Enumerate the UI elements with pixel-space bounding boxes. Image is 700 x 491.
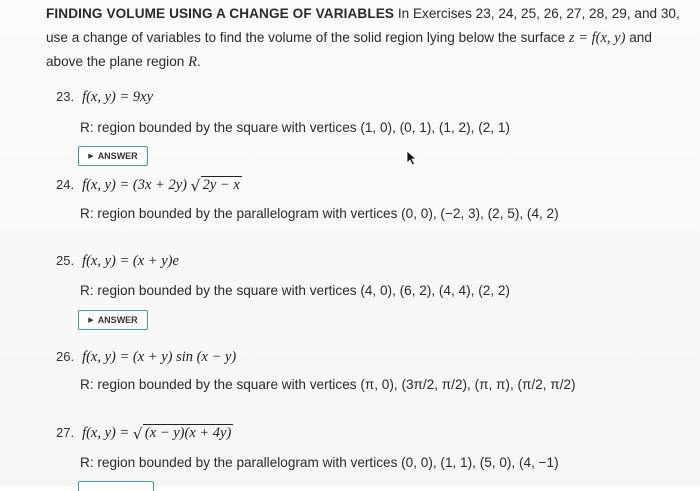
triangle-right-icon: ▶: [88, 317, 94, 324]
exercise-24-region: R: region bounded by the parallelogram with vertices (0, 0), (−2, 3), (2, 5), (4, 2): [80, 206, 559, 221]
answer-button-25[interactable]: [78, 310, 148, 330]
exercise-25-region: R: region bounded by the square with vertices (4, 0), (6, 2), (4, 4), (2, 2): [80, 283, 510, 298]
exercise-number: 23.: [56, 89, 75, 104]
triangle-right-icon: ▶: [88, 153, 94, 160]
surface-expression: z = f(x, y): [568, 29, 626, 46]
exercise-function: [82, 424, 233, 442]
exercise-23-region: R: region bounded by the square with vertices (1, 0), (0, 1), (1, 2), (2, 1): [80, 120, 510, 135]
function-prefix: f(x, y) =: [82, 425, 130, 441]
instructions-text-1: In Exercises 23, 24, 25, 26, 27, 28, 29, and 30, use a change of variables to find the volume of the solid region lying below the surface: [46, 6, 680, 45]
exercise-26-region: R: region bounded by the square with vertices (π, 0), (3π/2, π/2), (π, π), (π/2, π/2): [80, 377, 576, 392]
exercise-number: 26.: [56, 349, 75, 364]
radicand: 2y − x: [202, 177, 240, 193]
radicand: (x − y)(x + 4y): [144, 425, 232, 441]
exercise-number: 25.: [56, 253, 75, 268]
answer-button-27-partial[interactable]: [78, 481, 154, 491]
exercise-27-region: R: region bounded by the parallelogram with vertices (0, 0), (1, 1), (5, 0), (4, −1): [80, 455, 559, 470]
exercise-function: f(x, y) = 9xy: [82, 89, 154, 105]
exercise-number: 24.: [56, 177, 75, 192]
mouse-cursor-icon: [405, 150, 419, 166]
exercise-function: [82, 176, 242, 194]
section-heading: FINDING VOLUME USING A CHANGE OF VARIABLES: [46, 6, 395, 21]
instructions-text-3: .: [196, 54, 201, 69]
exercise-25: [56, 253, 686, 270]
exercise-23: [56, 89, 686, 106]
answer-button-23[interactable]: [78, 146, 148, 166]
exercise-function: f(x, y) = (x + y) sin (x − y): [82, 349, 237, 365]
answer-button-label: ANSWER: [97, 315, 138, 325]
exercise-27: [56, 424, 686, 442]
region-symbol: R: [188, 54, 197, 70]
exercise-function: f(x, y) = (x + y)e: [82, 253, 179, 269]
exercise-24: [56, 176, 686, 194]
answer-button-label: ANSWER: [97, 151, 138, 161]
exercise-26: [56, 349, 686, 366]
square-root: √ (x − y)(x + 4y): [132, 425, 232, 443]
instructions-text-2: and above the plane region: [46, 29, 652, 69]
exercise-instructions: [46, 2, 686, 75]
exercise-number: 27.: [56, 425, 75, 440]
function-prefix: f(x, y) = (3x + 2y): [82, 177, 187, 193]
square-root: √ 2y − x: [190, 177, 240, 195]
